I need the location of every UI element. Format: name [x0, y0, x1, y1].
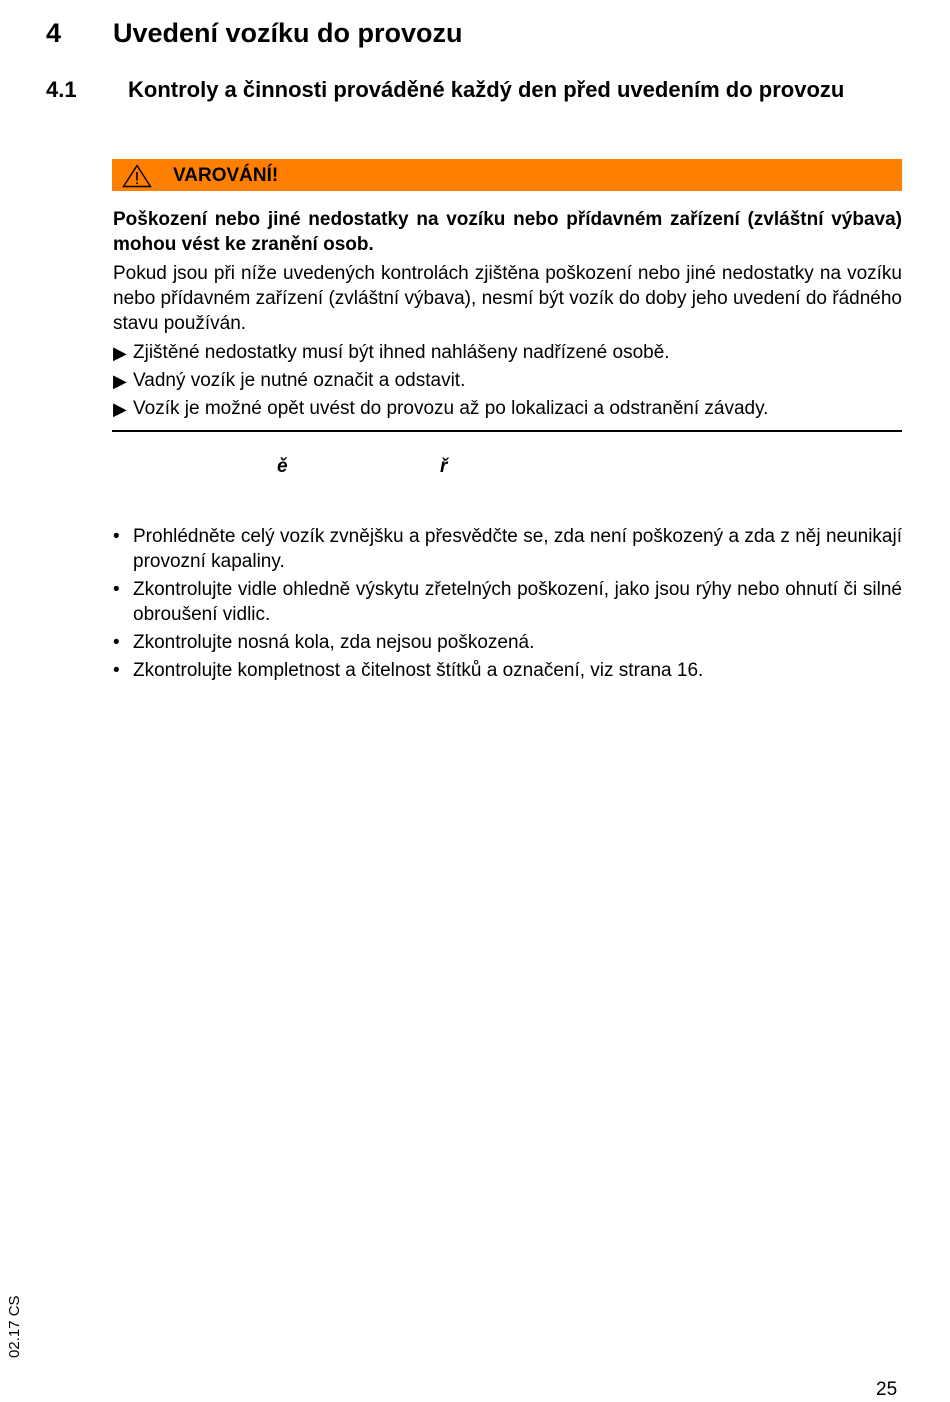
bullet-icon: •: [113, 526, 120, 547]
heading-fragment-char: ř: [440, 456, 448, 477]
checks-list: [113, 524, 902, 686]
arrow-icon: ▶: [113, 399, 127, 419]
warning-triangle-icon: [122, 164, 152, 188]
section-title: Kontroly a činnosti prováděné každý den před uvedením do provozu: [128, 77, 845, 102]
check-text: Prohlédněte celý vozík zvnějšku a přesvědčte se, zda není poškozený a zda z něj neunikají provozní kapaliny.: [133, 526, 902, 572]
bullet-icon: •: [113, 632, 120, 653]
warning-body: Pokud jsou při níže uvedených kontrolách zjištěna poškození nebo jiné nedostatky na vozíku nebo přídavném zařízení (zvláštní výbava), nesmí být vozík do doby jeho uvedení do řádného stavu používán.: [113, 263, 902, 334]
bullet-icon: •: [113, 579, 120, 600]
bullet-icon: •: [113, 660, 120, 681]
divider: [112, 430, 902, 432]
page-number: 25: [876, 1379, 898, 1400]
step-text: Vozík je možné opět uvést do provozu až po lokalizaci a odstranění závady.: [133, 398, 769, 419]
step-text: Vadný vozík je nutné označit a odstavit.: [133, 370, 466, 391]
warning-steps: [113, 339, 902, 423]
list-item: [113, 630, 902, 655]
heading-fragment-char: ě: [277, 456, 288, 477]
step-text: Zjištěné nedostatky musí být ihned nahlášeny nadřízené osobě.: [133, 342, 670, 363]
list-item: [113, 524, 902, 574]
document-code: 02.17 CS: [6, 1295, 23, 1358]
warning-banner: [112, 159, 902, 191]
list-item: [113, 577, 902, 627]
arrow-icon: ▶: [113, 343, 127, 363]
chapter-title: Uvedení vozíku do provozu: [113, 18, 463, 48]
arrow-icon: ▶: [113, 371, 127, 391]
list-item: [113, 658, 902, 683]
list-item: [113, 367, 902, 395]
check-text: Zkontrolujte nosná kola, zda nejsou poškozená.: [133, 632, 535, 653]
list-item: [113, 395, 902, 423]
section-number: 4.1: [46, 77, 77, 102]
check-text: Zkontrolujte kompletnost a čitelnost štítků a označení, viz strana 16.: [133, 660, 704, 681]
list-item: [113, 339, 902, 367]
check-text: Zkontrolujte vidle ohledně výskytu zřetelných poškození, jako jsou rýhy nebo ohnutí či silné obroušení vidlic.: [133, 579, 902, 625]
chapter-number: 4: [46, 18, 62, 48]
warning-label: VAROVÁNÍ!: [173, 165, 279, 186]
warning-headline: Poškození nebo jiné nedostatky na vozíku nebo přídavném zařízení (zvláštní výbava) mohou vést ke zranění osob.: [113, 209, 902, 255]
